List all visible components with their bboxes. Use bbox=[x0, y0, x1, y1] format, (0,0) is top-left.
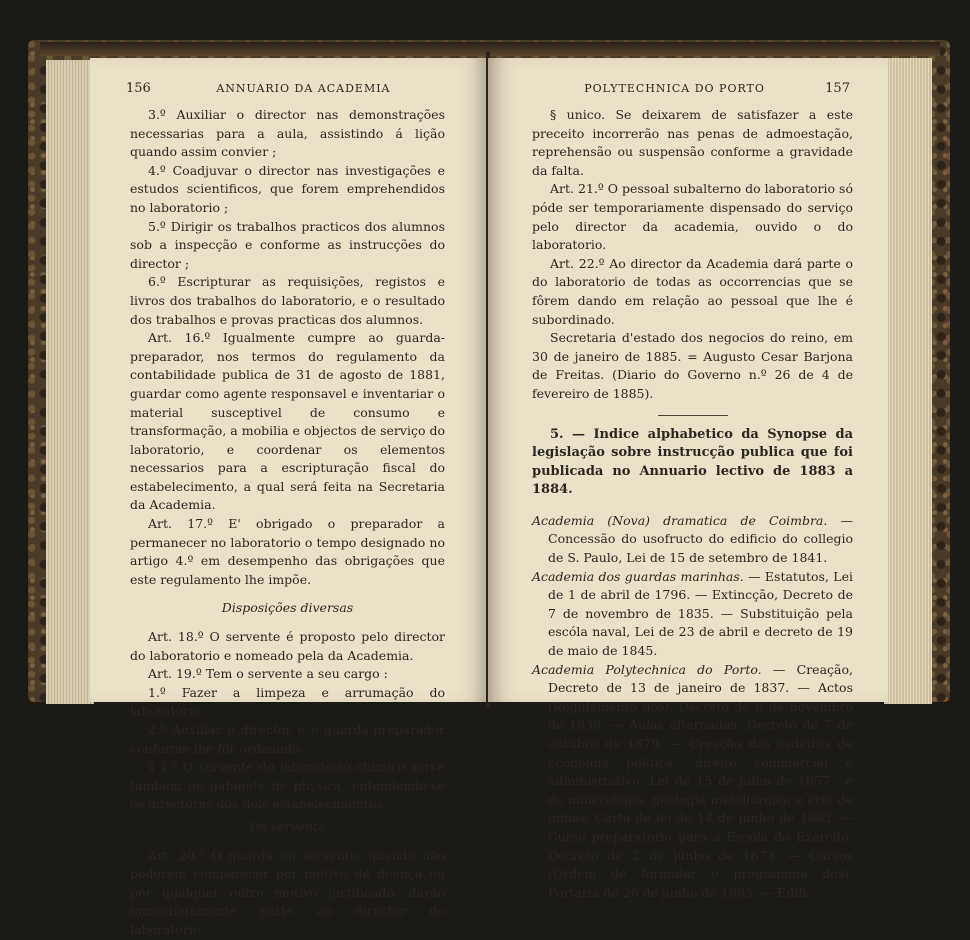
entry-term: Academia Polytechnica do Porto. bbox=[532, 661, 762, 677]
paragraph: Art. 21.º O pessoal subalterno do laboratorio só póde ser temporariamente dispensado do serviço pelo director da academia, ouvido o do laboratorio. bbox=[532, 181, 853, 253]
paragraph: § unico. Se deixarem de satisfazer a este preceito incorrerão nas penas de admoestação, reprehensão ou suspensão conforme a gravidade da falta. bbox=[532, 107, 853, 178]
index-entry bbox=[532, 512, 853, 568]
entry-term: Academia dos guardas marinhas. bbox=[532, 568, 744, 584]
left-body-text bbox=[130, 106, 445, 940]
index-entry bbox=[532, 568, 853, 661]
left-page-number: 156 bbox=[126, 81, 151, 96]
entry-text: — Estatutos, Lei de 1 de abril de 1796. — Extincção, Decreto de 7 de novembro de 1835. — Substituição pela escóla naval, Lei de 23 de abril e decreto de 19 de maio de 1845. bbox=[548, 568, 853, 659]
paragraph: 4.º Coadjuvar o director nas investigações e estudos scientificos, que forem emprehendidos no laboratorio ; bbox=[130, 162, 445, 215]
paragraph: 1.º Fazer a limpeza e arrumação do laboratorio ; bbox=[130, 684, 445, 719]
left-running-header bbox=[126, 80, 456, 99]
section-divider bbox=[658, 415, 728, 416]
paragraph: 6.º Escripturar as requisições, registos e livros dos trabalhos do laboratorio, e o resultado dos trabalhos e provas practicas dos alumnos. bbox=[130, 274, 445, 327]
paragraph: 2.º Auxiliar o director e o guarda-preparador conforme lhe fôr ordenado : bbox=[130, 722, 445, 756]
paragraph: Art. 20.º O guarda ou servente, quando não poderem comparecer por motivo de doença ou por qualquer outro motivo justificado, darão immediatamente parte ao director do laboratorio. bbox=[130, 847, 445, 937]
paragraph: Art. 22.º Ao director da Academia dará parte o do laboratorio de todas as occorrencias que se fôrem dando em relação ao pessoal que lhe é subordinado. bbox=[532, 255, 853, 327]
index-entry bbox=[532, 661, 853, 903]
book-spine bbox=[40, 42, 940, 56]
right-page bbox=[488, 58, 888, 900]
right-page-number: 157 bbox=[825, 81, 850, 96]
right-running-head: POLYTECHNICA DO PORTO bbox=[584, 82, 765, 95]
entry-text: — Creação, Decreto de 13 de janeiro de 1837. — Actos (Regulamento dos), Decreto de 6 de novembro de 1839. — Aulas alternadas, Decreto de 7 de outubro de 1879. — Creação das cadeiras de economia politica, direito commercial e administrativo, Lei de 15 de julho de 1857 ; e de mineralogia, geologia metallurgica e arte de minas, Carta de lei de 14 de junho de 1883. — Curso preparatorio para a Escóla do Exercito, Decreto de 2 de junho de 1873. — Cursos (Ordem de formular o programma dos), Portaria de 26 de junho de 1883. — Edifi- bbox=[548, 661, 853, 900]
subheading-disposicoes: Disposições diversas bbox=[221, 600, 354, 616]
right-running-header bbox=[524, 80, 850, 99]
left-page bbox=[90, 58, 488, 937]
paragraph: Art. 16.º Igualmente cumpre ao guarda-preparador, nos termos do regulamento da contabilidade publica de 31 de agosto de 1881, guardar como agente responsavel e inventariar o material susceptivel de consumo e transformação, a mobilia e objectos de serviço do laboratorio, e coordenar os elementos necessarios para a escripturação fiscal do estabelecimento, a qual será feita na Secretaria da Academia. bbox=[130, 330, 445, 513]
signature-paragraph: Secretaria d'estado dos negocios do reino, em 30 de janeiro de 1885. = Augusto Cesar Barjona de Freitas. (Diario do Governo n.º 26 de 4 de fevereiro de 1885). bbox=[532, 330, 853, 401]
right-body-text bbox=[532, 106, 853, 902]
paragraph: § 1.º O servente do laboratorio chimico serve tambem no gabinete de physica, entendendo-se os directores dos dois estabelecimentos. bbox=[130, 759, 445, 812]
left-running-head: ANNUARIO DA ACADEMIA bbox=[216, 82, 391, 95]
entry-term: Academia (Nova) dramatica de Coimbra. bbox=[532, 512, 828, 528]
page-edges-left bbox=[46, 60, 94, 704]
entry-text: — Concessão do usofructo do edificio do collegio de S. Paulo, Lei de 15 de setembro de 1841. bbox=[548, 512, 853, 566]
paragraph: 5.º Dirigir os trabalhos practicos dos alumnos sob a inspecção e conforme as instrucções do director ; bbox=[130, 218, 445, 271]
subheading-servente: Do servente bbox=[249, 818, 326, 834]
section-heading: 5. — Indice alphabetico da Synopse da legislação sobre instrucção publica que foi publicada no Annuario lectivo de 1883 a 1884. bbox=[532, 426, 853, 498]
paragraph: Art. 18.º O servente é proposto pelo director do laboratorio e nomeado pela da Academia. bbox=[130, 629, 445, 663]
paragraph: Art. 19.º Tem o servente a seu cargo : bbox=[148, 666, 388, 682]
paragraph: Art. 17.º E' obrigado o preparador a permanecer no laboratorio o tempo designado no artigo 4.º em desempenho das obrigações que este regulamento lhe impõe. bbox=[130, 516, 445, 587]
paragraph: 3.º Auxiliar o director nas demonstrações necessarias para a aula, assistindo á lição quando assim convier ; bbox=[130, 107, 445, 160]
page-edges-right bbox=[884, 58, 932, 704]
